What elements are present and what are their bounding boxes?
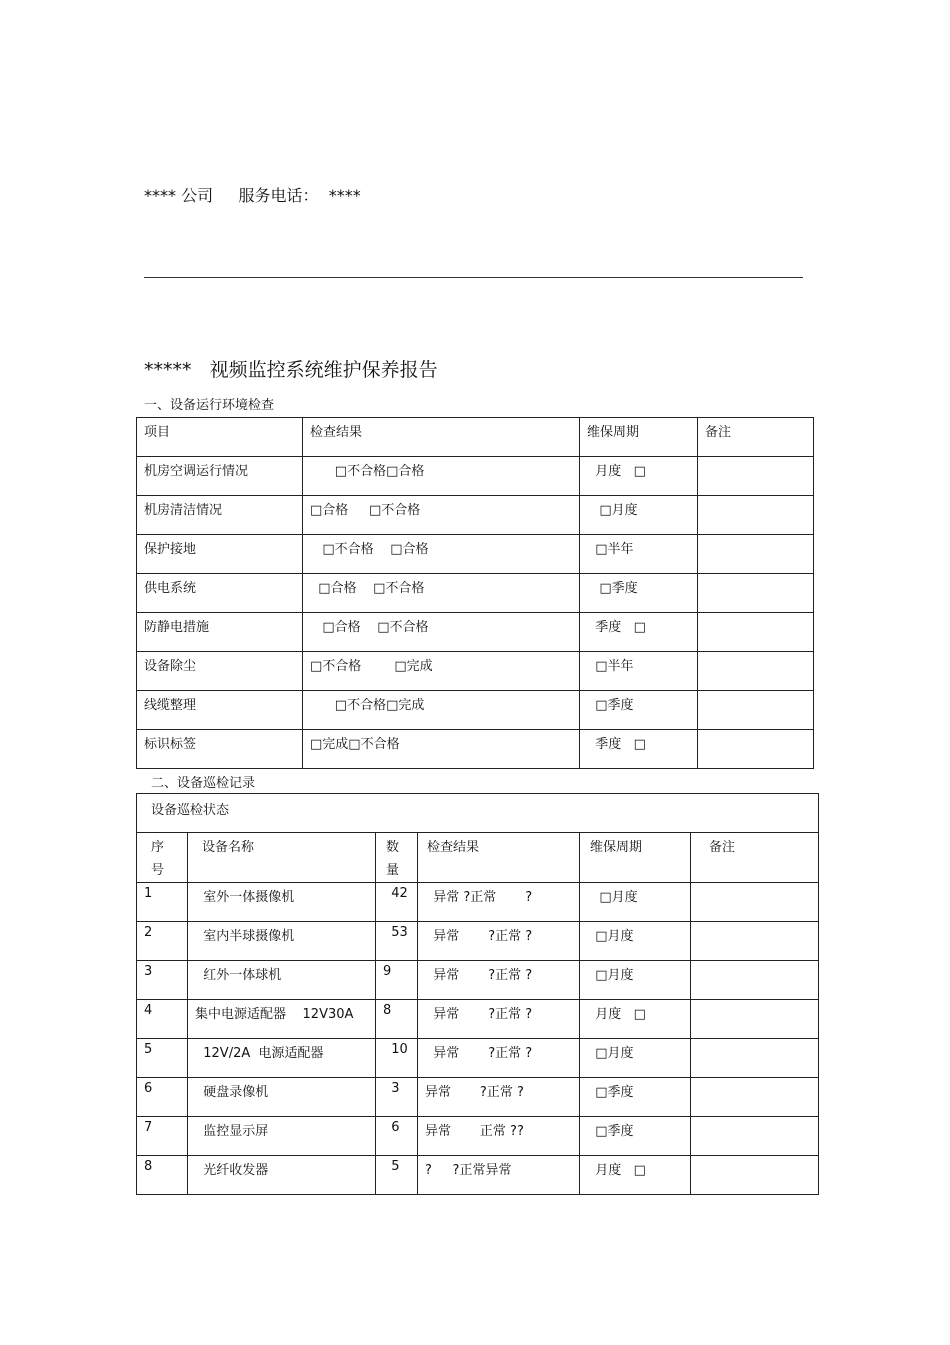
result-cell	[418, 1117, 580, 1156]
note-cell	[691, 1000, 819, 1039]
note-cell	[698, 574, 814, 613]
note-cell	[698, 691, 814, 730]
name-cell	[188, 1039, 376, 1078]
note-cell-text	[698, 535, 813, 538]
no-cell	[137, 961, 188, 1000]
no-cell-text: 2	[144, 925, 153, 940]
result-cell-text: □合格 □不合格	[310, 620, 429, 635]
note-cell-text	[698, 613, 813, 616]
name-cell	[188, 1000, 376, 1039]
result-cell	[303, 574, 580, 613]
col-header-cycle	[580, 833, 691, 883]
cycle-cell-text: □季度	[587, 1085, 634, 1100]
result-cell-text: □不合格□完成	[310, 698, 425, 713]
col-header-qty	[376, 833, 418, 883]
name-cell-text: 室外一体摄像机	[195, 890, 295, 905]
note-cell-text	[691, 1078, 818, 1081]
no-cell	[137, 883, 188, 922]
item-cell	[137, 574, 303, 613]
cycle-cell	[580, 1000, 691, 1039]
note-cell-text	[691, 1156, 818, 1159]
header-label: 设备名称	[202, 840, 255, 855]
table-row	[137, 535, 814, 574]
company-header: **** 公司 服务电话： ****	[144, 186, 361, 205]
result-cell-text: 异常 ?正常 ?	[425, 890, 533, 905]
table-row	[137, 1039, 819, 1078]
result-cell-text: □合格 □不合格	[310, 581, 425, 596]
no-cell	[137, 1078, 188, 1117]
cycle-cell-text: 月度 □	[587, 464, 646, 479]
cycle-cell	[580, 691, 698, 730]
cycle-cell-text: □半年	[587, 659, 634, 674]
note-cell	[691, 1039, 819, 1078]
result-cell-text: 异常 ?正常 ?	[425, 1046, 533, 1061]
note-cell-text	[691, 883, 818, 886]
table-row	[137, 1000, 819, 1039]
result-cell	[418, 922, 580, 961]
item-cell	[137, 613, 303, 652]
no-cell	[137, 922, 188, 961]
item-cell	[137, 691, 303, 730]
col-header-note	[691, 833, 819, 883]
cycle-cell	[580, 1039, 691, 1078]
note-cell-text	[698, 691, 813, 694]
cycle-cell-text: □季度	[587, 698, 634, 713]
item-cell	[137, 496, 303, 535]
result-cell-text: □不合格□合格	[310, 464, 425, 479]
cycle-cell	[580, 1117, 691, 1156]
result-cell-text: □不合格 □合格	[310, 542, 429, 557]
cycle-cell-text: □月度	[587, 1046, 634, 1061]
table-row	[137, 1156, 819, 1195]
name-cell-text: 监控显示屏	[195, 1124, 269, 1139]
note-cell	[691, 1117, 819, 1156]
col-header-no	[137, 833, 188, 883]
item-cell-text: 防静电措施	[144, 620, 210, 635]
table-header-row	[137, 418, 814, 457]
cycle-cell-text: □季度	[587, 1124, 634, 1139]
item-cell-text: 标识标签	[144, 737, 197, 752]
qty-cell	[376, 1156, 418, 1195]
name-cell	[188, 922, 376, 961]
result-cell	[303, 457, 580, 496]
col-header-note	[698, 418, 814, 457]
table-row	[137, 613, 814, 652]
item-cell-text: 线缆整理	[144, 698, 197, 713]
result-cell	[418, 1156, 580, 1195]
section1-heading: 一、设备运行环境检查	[144, 398, 275, 413]
no-cell-text: 4	[144, 1003, 153, 1018]
cycle-cell-text: □月度	[587, 968, 634, 983]
qty-cell-text: 10	[383, 1042, 408, 1057]
no-cell-text: 1	[144, 886, 153, 901]
result-cell-text: 异常 ?正常 ?	[425, 1085, 524, 1100]
report-title: ***** 视频监控系统维护保养报告	[144, 359, 438, 381]
item-cell	[137, 730, 303, 769]
inspection-record-table	[136, 793, 819, 1195]
col-header-result	[418, 833, 580, 883]
col-header-cycle	[580, 418, 698, 457]
table-row	[137, 457, 814, 496]
name-cell	[188, 883, 376, 922]
qty-cell-text: 5	[383, 1159, 400, 1174]
result-cell-text: 异常 ?正常 ?	[425, 929, 533, 944]
name-cell-text: 硬盘录像机	[195, 1085, 269, 1100]
cycle-cell-text: □月度	[587, 890, 638, 905]
item-cell	[137, 457, 303, 496]
qty-cell	[376, 1039, 418, 1078]
result-cell	[303, 496, 580, 535]
col-header-result	[303, 418, 580, 457]
cycle-cell-text: 季度 □	[587, 620, 646, 635]
table-row	[137, 922, 819, 961]
cycle-cell	[580, 613, 698, 652]
item-cell-text: 机房空调运行情况	[144, 464, 249, 479]
result-cell-text: □完成□不合格	[310, 737, 400, 752]
note-cell-text	[691, 922, 818, 925]
header-divider	[144, 277, 803, 278]
header-label: 维保周期	[590, 840, 643, 855]
note-cell-text	[698, 574, 813, 577]
note-cell	[698, 496, 814, 535]
name-cell	[188, 961, 376, 1000]
cycle-cell	[580, 922, 691, 961]
no-cell-text: 7	[144, 1120, 153, 1135]
no-cell	[137, 1000, 188, 1039]
note-cell	[691, 1078, 819, 1117]
name-cell-text: 12V/2A 电源适配器	[195, 1046, 324, 1061]
no-cell-text: 5	[144, 1042, 153, 1057]
qty-cell-text: 8	[383, 1003, 392, 1018]
table-row	[137, 574, 814, 613]
table-row	[137, 883, 819, 922]
result-cell	[418, 961, 580, 1000]
table-row	[137, 1117, 819, 1156]
section2-heading: 二、设备巡检记录	[151, 776, 256, 791]
result-cell-text: 异常 ?正常 ?	[425, 968, 533, 983]
header-label: 序 号	[151, 840, 165, 878]
cycle-cell-text: 月度 □	[587, 1163, 646, 1178]
result-cell	[418, 1000, 580, 1039]
cycle-cell	[580, 574, 698, 613]
no-cell	[137, 1156, 188, 1195]
name-cell	[188, 1117, 376, 1156]
no-cell-text: 6	[144, 1081, 153, 1096]
table-row	[137, 496, 814, 535]
qty-cell	[376, 883, 418, 922]
item-cell-text: 机房清洁情况	[144, 503, 223, 518]
header-label: 项目	[144, 425, 171, 440]
result-cell-text: ? ?正常异常	[425, 1163, 512, 1178]
note-cell-text	[691, 1117, 818, 1120]
cycle-cell	[580, 1078, 691, 1117]
cycle-cell	[580, 496, 698, 535]
name-cell	[188, 1156, 376, 1195]
note-cell	[691, 961, 819, 1000]
name-cell-text: 光纤收发器	[195, 1163, 269, 1178]
note-cell	[698, 613, 814, 652]
table-title-cell	[137, 794, 819, 833]
item-cell	[137, 652, 303, 691]
cycle-cell-text: □月度	[587, 929, 634, 944]
qty-cell	[376, 1078, 418, 1117]
note-cell	[698, 730, 814, 769]
item-cell-text: 保护接地	[144, 542, 197, 557]
cycle-cell-text: □月度	[587, 503, 638, 518]
table-title-row	[137, 794, 819, 833]
header-label: 备注	[705, 425, 732, 440]
table-row	[137, 691, 814, 730]
no-cell	[137, 1039, 188, 1078]
qty-cell	[376, 922, 418, 961]
cycle-cell-text: 月度 □	[587, 1007, 646, 1022]
result-cell	[303, 730, 580, 769]
note-cell-text	[698, 496, 813, 499]
note-cell-text	[698, 652, 813, 655]
qty-cell-text: 42	[383, 886, 408, 901]
result-cell	[418, 883, 580, 922]
result-cell	[303, 613, 580, 652]
qty-cell	[376, 1000, 418, 1039]
table-row	[137, 1078, 819, 1117]
note-cell	[698, 652, 814, 691]
cycle-cell	[580, 652, 698, 691]
result-cell	[418, 1078, 580, 1117]
item-cell-text: 设备除尘	[144, 659, 197, 674]
environment-check-table	[136, 417, 814, 769]
cycle-cell-text: 季度 □	[587, 737, 646, 752]
table-header-row	[137, 833, 819, 883]
qty-cell-text: 9	[383, 964, 392, 979]
result-cell	[303, 652, 580, 691]
note-cell	[691, 1156, 819, 1195]
table-row	[137, 961, 819, 1000]
header-label: 数 量	[386, 840, 400, 878]
qty-cell-text: 3	[383, 1081, 400, 1096]
cycle-cell	[580, 535, 698, 574]
result-cell-text: 异常 ?正常 ?	[425, 1007, 533, 1022]
note-cell	[698, 535, 814, 574]
note-cell	[698, 457, 814, 496]
cycle-cell-text: □半年	[587, 542, 634, 557]
name-cell-text: 红外一体球机	[195, 968, 282, 983]
qty-cell-text: 6	[383, 1120, 400, 1135]
name-cell-text: 集中电源适配器 12V30A	[195, 1007, 354, 1022]
header-label: 检查结果	[427, 840, 480, 855]
result-cell	[418, 1039, 580, 1078]
note-cell-text	[698, 457, 813, 460]
result-cell	[303, 535, 580, 574]
col-header-item	[137, 418, 303, 457]
qty-cell	[376, 1117, 418, 1156]
no-cell-text: 8	[144, 1159, 153, 1174]
note-cell-text	[691, 1000, 818, 1003]
cycle-cell	[580, 1156, 691, 1195]
cycle-cell	[580, 457, 698, 496]
result-cell-text: □合格 □不合格	[310, 503, 421, 518]
table-row	[137, 652, 814, 691]
col-header-name	[188, 833, 376, 883]
qty-cell	[376, 961, 418, 1000]
header-label: 维保周期	[587, 425, 640, 440]
note-cell	[691, 922, 819, 961]
note-cell	[691, 883, 819, 922]
item-cell-text: 供电系统	[144, 581, 197, 596]
cycle-cell	[580, 961, 691, 1000]
note-cell-text	[691, 961, 818, 964]
no-cell-text: 3	[144, 964, 153, 979]
table-title: 设备巡检状态	[151, 803, 230, 818]
item-cell	[137, 535, 303, 574]
note-cell-text	[698, 730, 813, 733]
table-row	[137, 730, 814, 769]
cycle-cell	[580, 883, 691, 922]
cycle-cell	[580, 730, 698, 769]
header-label: 备注	[709, 840, 736, 855]
cycle-cell-text: □季度	[587, 581, 638, 596]
name-cell-text: 室内半球摄像机	[195, 929, 295, 944]
header-label: 检查结果	[310, 425, 363, 440]
result-cell	[303, 691, 580, 730]
note-cell-text	[691, 1039, 818, 1042]
qty-cell-text: 53	[383, 925, 408, 940]
result-cell-text: □不合格 □完成	[310, 659, 433, 674]
no-cell	[137, 1117, 188, 1156]
name-cell	[188, 1078, 376, 1117]
result-cell-text: 异常 正常 ??	[425, 1124, 524, 1139]
